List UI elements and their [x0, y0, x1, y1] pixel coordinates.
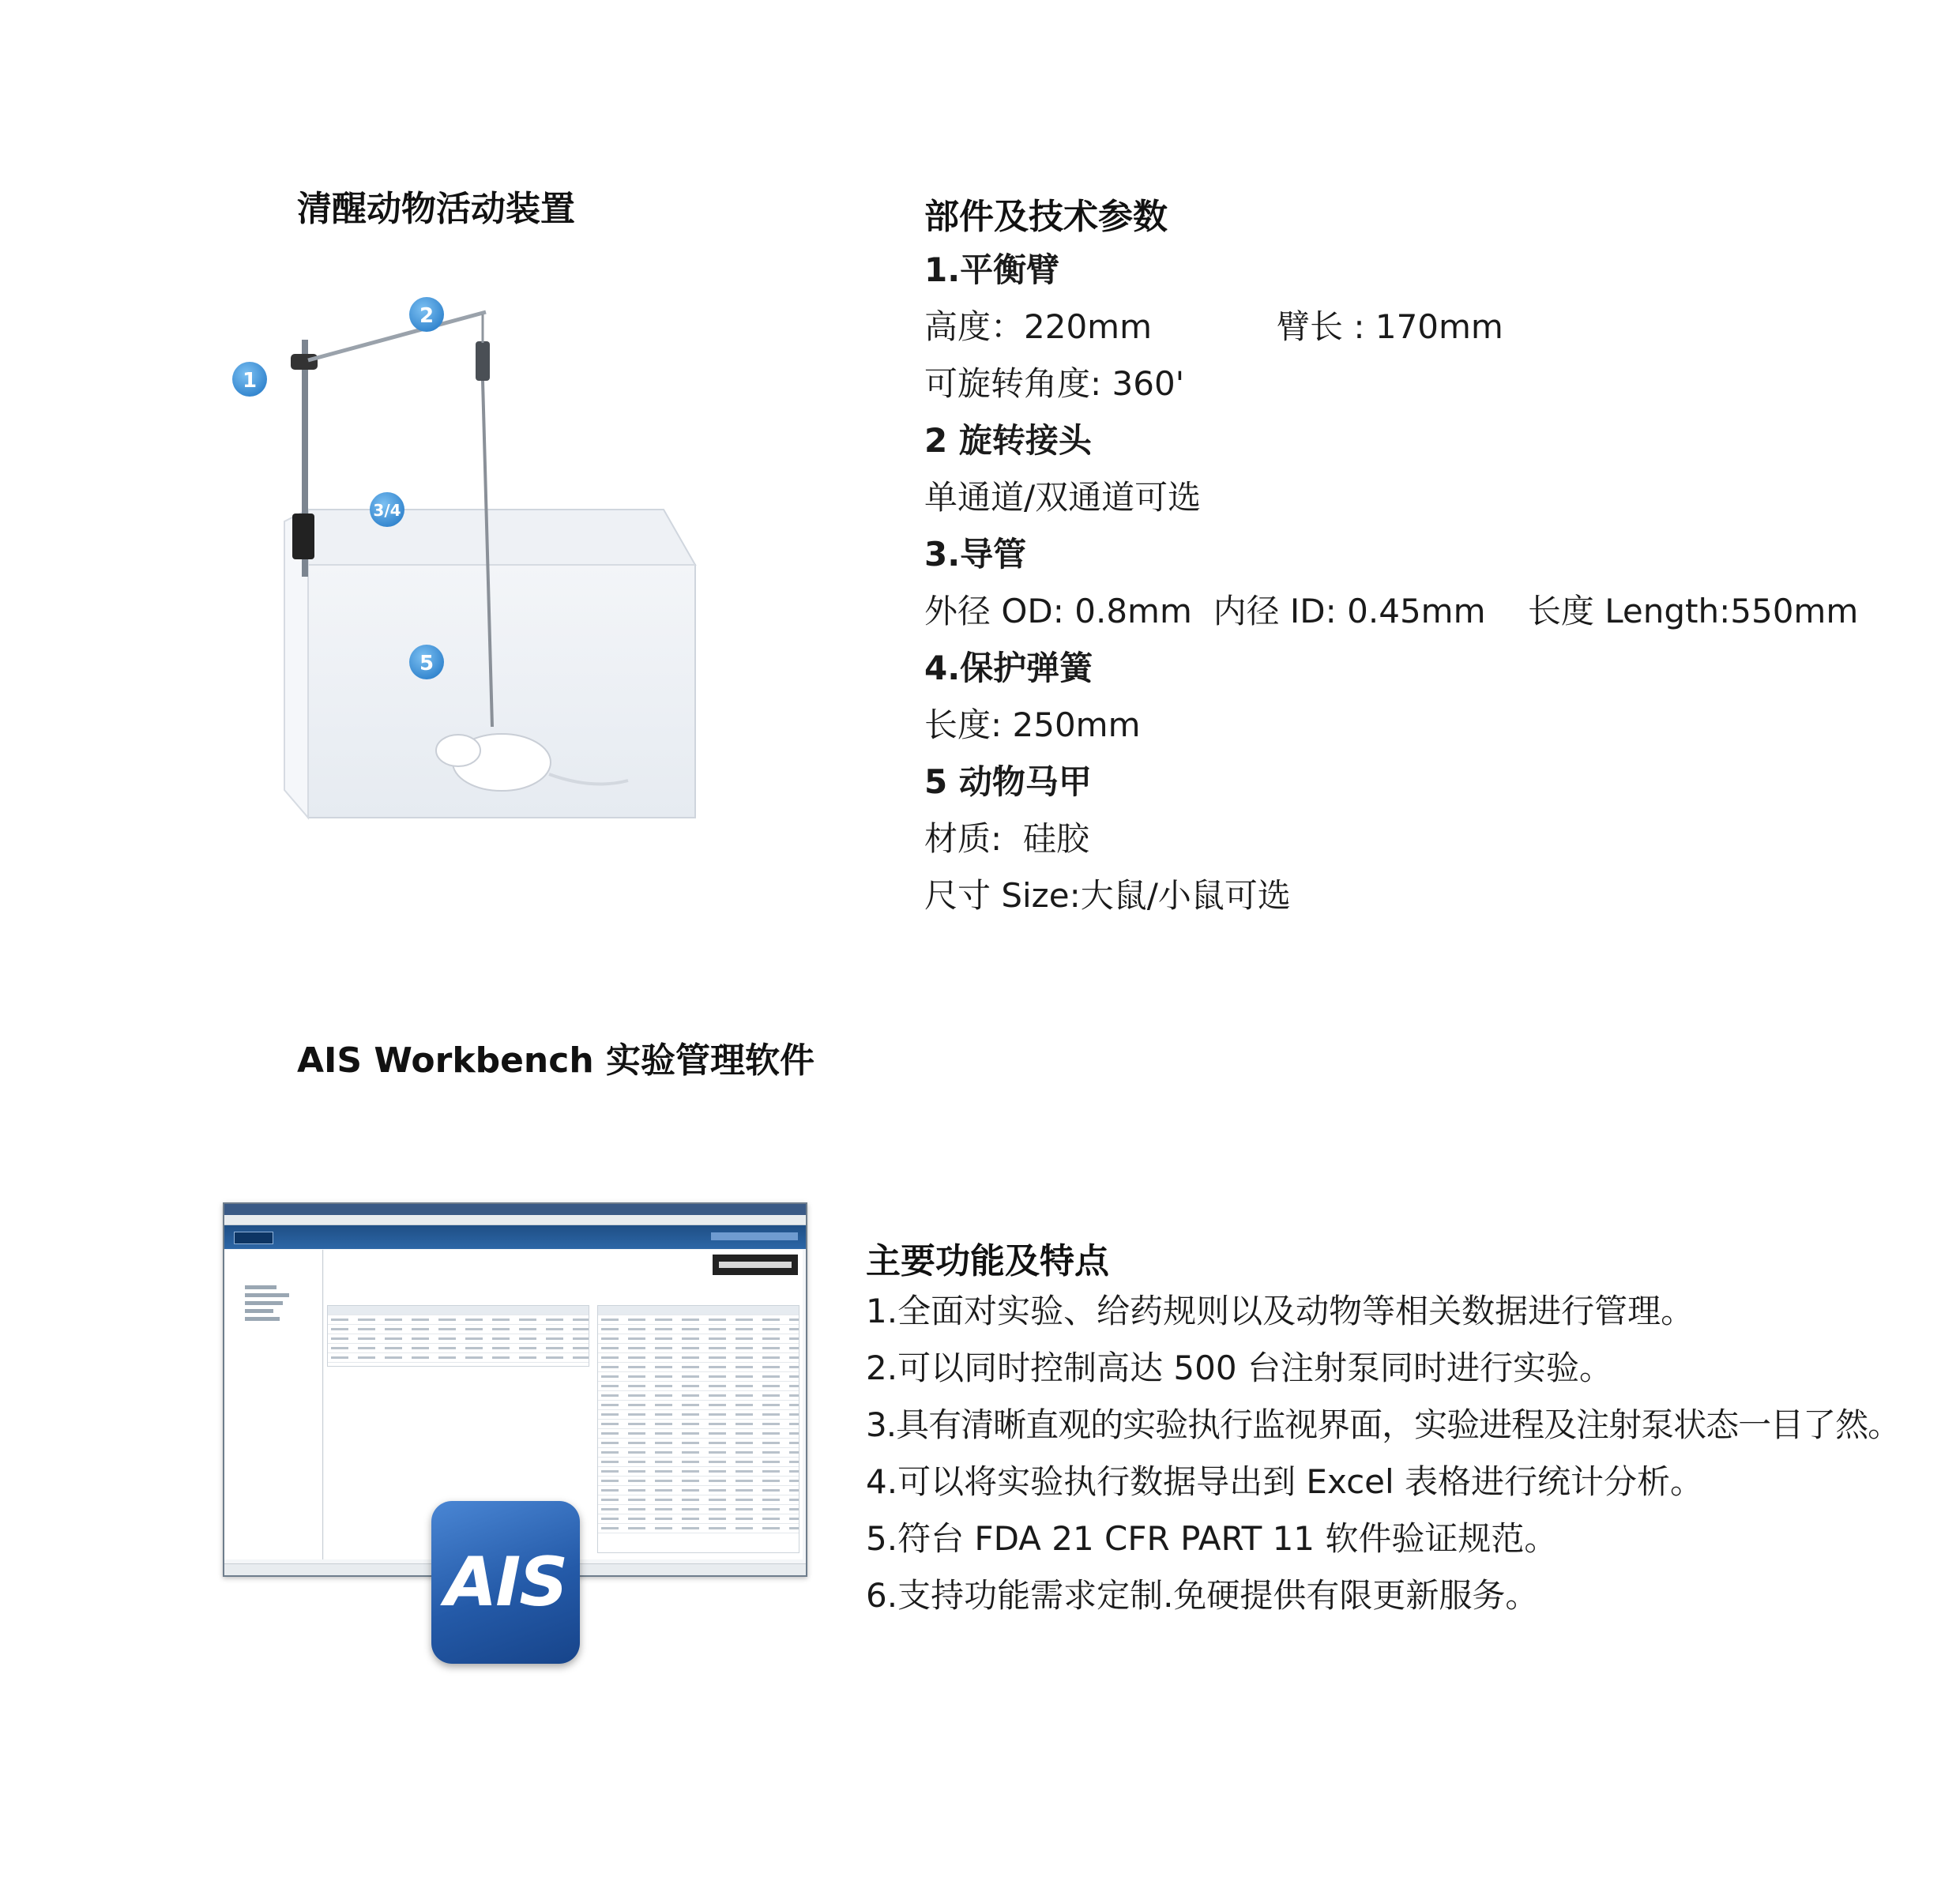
feature-item: 3.具有清晰直观的实验执行监视界面，实验进程及注射泵状态一目了然。 — [866, 1405, 1901, 1444]
feature-item: 1.全面对实验、给药规则以及动物等相关数据进行管理。 — [866, 1292, 1695, 1330]
spec-arm-length: 臂长 : 170mm — [1277, 307, 1503, 346]
screenshot-banner — [224, 1225, 806, 1249]
specs-title: 部件及技术参数 — [924, 197, 1168, 237]
screenshot-table-left — [327, 1305, 589, 1367]
feature-item: 5.符台 FDA 21 CFR PART 11 软件验证规范。 — [866, 1519, 1558, 1558]
screenshot-tree — [245, 1281, 300, 1337]
post-clamp — [292, 514, 314, 559]
spec-vest-size: 尺寸 Size:大鼠/小鼠可选 — [924, 876, 1291, 915]
feature-item: 4.可以将实验执行数据导出到 Excel 表格进行统计分析。 — [866, 1462, 1704, 1501]
spec-head-spring: 4.保护弹簧 — [924, 649, 1093, 687]
features-list — [866, 1283, 1948, 1624]
spec-spring-length: 长度: 250mm — [924, 705, 1141, 744]
spec-vest-material: 材质: 硅胶 — [924, 819, 1089, 858]
screenshot-sidebar — [224, 1250, 323, 1559]
spec-head-catheter: 3.导管 — [924, 535, 1027, 574]
svg-text:2: 2 — [419, 304, 435, 328]
spec-catheter-dims: 外径 OD: 0.8mm 内径 ID: 0.45mm 长度 Length:550mm — [924, 592, 1859, 630]
specs-list — [924, 242, 1859, 924]
spec-head-balance-arm: 1.平衡臂 — [924, 250, 1060, 289]
spec-head-vest: 5 动物马甲 — [924, 762, 1092, 801]
feature-item: 6.支持功能需求定制.免硬提供有限更新服务。 — [866, 1576, 1539, 1615]
feature-item: 2.可以同时控制高达 500 台注射泵同时进行实验。 — [866, 1349, 1612, 1387]
svg-text:1: 1 — [242, 369, 258, 393]
screenshot-logo — [234, 1232, 273, 1244]
features-title: 主要功能及特点 — [866, 1241, 1109, 1281]
spec-head-swivel: 2 旋转接头 — [924, 421, 1092, 460]
spec-height: 高度：220mm — [924, 307, 1152, 346]
apparatus-illustration — [221, 284, 727, 869]
svg-text:5: 5 — [419, 652, 435, 675]
software-section-title: AIS Workbench 实验管理软件 — [297, 1040, 814, 1081]
screenshot-table-right — [597, 1305, 799, 1553]
marker-3-4 — [370, 492, 404, 527]
marker-2 — [409, 297, 444, 332]
screenshot-titlebar — [224, 1204, 806, 1215]
balance-arm — [308, 312, 486, 360]
screenshot-clock — [711, 1232, 798, 1240]
device-section-title: 清醒动物活动装置 — [297, 189, 575, 229]
spec-channels: 单通道/双通道可选 — [924, 478, 1202, 517]
svg-text:3/4: 3/4 — [373, 501, 401, 520]
screenshot-timer — [713, 1255, 798, 1275]
marker-5 — [409, 645, 444, 679]
spec-rotation: 可旋转角度: 360' — [924, 364, 1185, 403]
swivel — [476, 341, 490, 381]
spec-line-height-arm — [924, 299, 1793, 356]
ais-logo-text: AIS — [444, 1543, 567, 1622]
marker-1 — [232, 362, 267, 397]
screenshot-menubar — [224, 1215, 806, 1225]
arm-joint — [291, 354, 318, 370]
ais-logo — [431, 1501, 580, 1664]
